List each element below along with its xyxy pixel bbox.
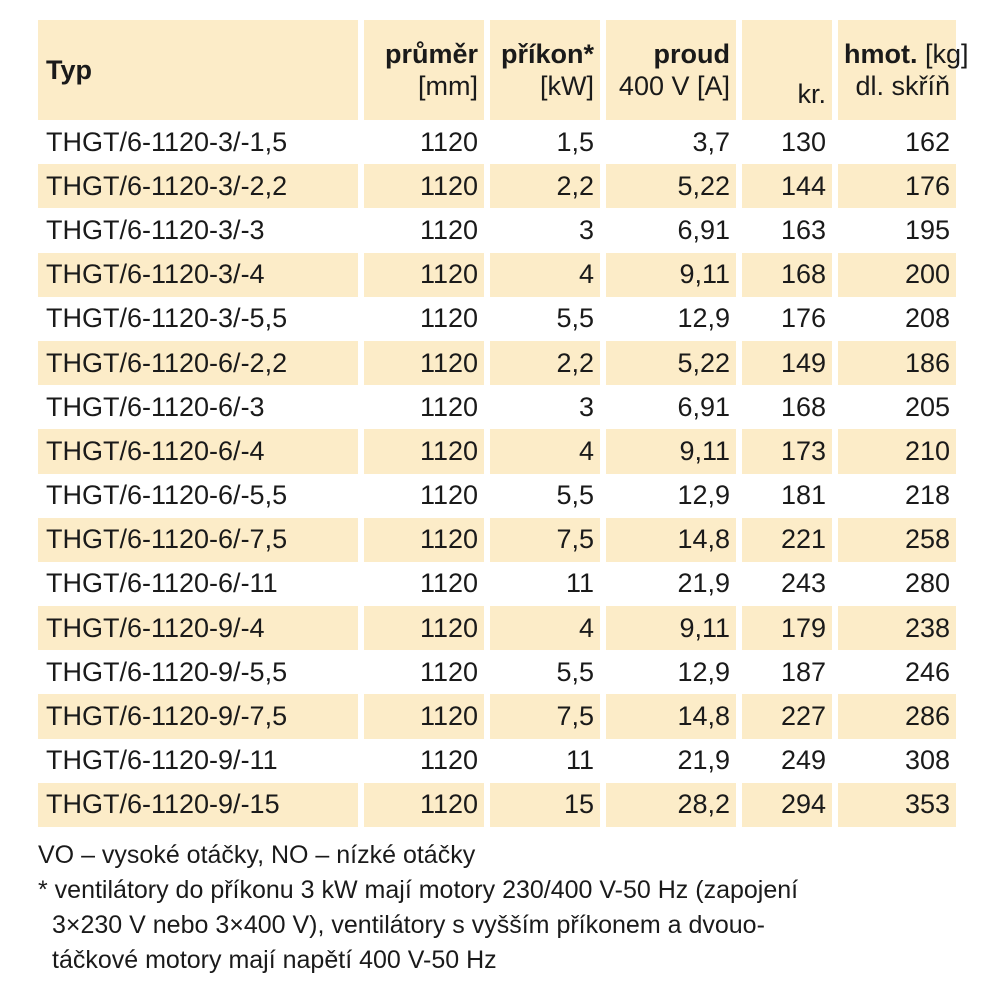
cell-prumer: 1120: [419, 126, 478, 157]
header-hmot: [838, 20, 969, 120]
cell-proud: 28,2: [606, 783, 736, 827]
cell-prumer: 1120: [364, 253, 484, 297]
table-row: [38, 606, 956, 650]
cell-dl: 353: [838, 783, 956, 827]
cell-kr: 168: [742, 253, 832, 297]
table-row: [38, 783, 956, 827]
cell-proud: 14,8: [606, 694, 736, 738]
cell-dl: 186: [838, 341, 956, 385]
cell-dl: 210: [838, 429, 956, 473]
header-prikon: [490, 20, 600, 120]
cell-dl: 308: [904, 745, 950, 776]
header-prumer: [364, 20, 484, 120]
cell-proud: 5,22: [606, 341, 736, 385]
cell-prumer: 1120: [364, 783, 484, 827]
table-row: [38, 562, 956, 606]
table-row: [38, 208, 956, 252]
cell-dl: 246: [904, 656, 950, 687]
cell-prumer: 1120: [419, 480, 478, 511]
cell-typ: THGT/6-1120-3/-1,5: [46, 126, 288, 157]
cell-kr: 249: [780, 745, 826, 776]
cell-typ: THGT/6-1120-3/-4: [38, 253, 358, 297]
table-row: [38, 341, 956, 385]
cell-proud: 9,11: [606, 253, 736, 297]
cell-typ: THGT/6-1120-3/-3: [46, 214, 265, 245]
footnote-asterisk-cont-1: 3×230 V nebo 3×400 V), ventilátory s vyšším příkonem a dvouo-: [52, 911, 765, 939]
cell-prikon: 7,5: [490, 518, 600, 562]
cell-prikon: 1,5: [556, 126, 594, 157]
cell-typ: THGT/6-1120-9/-7,5: [38, 694, 358, 738]
cell-kr: 187: [780, 656, 826, 687]
cell-typ: THGT/6-1120-3/-2,2: [38, 164, 358, 208]
header-hmot-unit: [kg]: [925, 39, 969, 69]
cell-proud: 9,11: [606, 606, 736, 650]
table-row: [38, 164, 956, 208]
cell-proud: 3,7: [692, 126, 730, 157]
cell-dl: 176: [838, 164, 956, 208]
cell-typ: THGT/6-1120-6/-7,5: [38, 518, 358, 562]
cell-prikon: 2,2: [490, 341, 600, 385]
header-prumer-label: průměr: [384, 39, 478, 69]
header-hmot-label: hmot.: [844, 39, 918, 69]
cell-prikon: 11: [565, 568, 594, 599]
cell-proud: 5,22: [606, 164, 736, 208]
cell-prumer: 1120: [419, 745, 478, 776]
cell-prumer: 1120: [419, 568, 478, 599]
cell-kr: 294: [742, 783, 832, 827]
cell-dl: 205: [904, 391, 950, 422]
cell-typ: THGT/6-1120-3/-5,5: [46, 303, 288, 334]
table-header: [38, 20, 969, 120]
cell-prumer: 1120: [419, 656, 478, 687]
cell-proud: 12,9: [677, 303, 730, 334]
cell-kr: 179: [742, 606, 832, 650]
cell-dl: 162: [904, 126, 950, 157]
table-row: [38, 518, 956, 562]
cell-prikon: 5,5: [556, 303, 594, 334]
cell-prikon: 4: [490, 429, 600, 473]
table-body: [38, 120, 956, 827]
cell-dl: 280: [904, 568, 950, 599]
cell-kr: 144: [742, 164, 832, 208]
cell-kr: 227: [742, 694, 832, 738]
footnotes: [38, 838, 958, 978]
cell-proud: 14,8: [606, 518, 736, 562]
table-row: [38, 253, 956, 297]
cell-prikon: 2,2: [490, 164, 600, 208]
cell-typ: THGT/6-1120-6/-2,2: [38, 341, 358, 385]
cell-typ: THGT/6-1120-6/-3: [46, 391, 265, 422]
cell-prikon: 15: [490, 783, 600, 827]
cell-kr: 176: [780, 303, 826, 334]
cell-kr: 243: [780, 568, 826, 599]
cell-proud: 12,9: [677, 656, 730, 687]
cell-prumer: 1120: [419, 303, 478, 334]
table-row: [38, 297, 956, 341]
header-proud-label: proud: [653, 39, 730, 69]
cell-kr: 181: [780, 480, 826, 511]
cell-prumer: 1120: [364, 429, 484, 473]
cell-proud: 9,11: [606, 429, 736, 473]
cell-kr: 168: [780, 391, 826, 422]
cell-proud: 21,9: [677, 745, 730, 776]
footnote-legend: VO – vysoké otáčky, NO – nízké otáčky: [38, 841, 476, 869]
header-proud: [606, 20, 736, 120]
cell-typ: THGT/6-1120-6/-4: [38, 429, 358, 473]
cell-typ: THGT/6-1120-9/-5,5: [46, 656, 288, 687]
cell-kr: 130: [780, 126, 826, 157]
cell-prumer: 1120: [364, 518, 484, 562]
cell-typ: THGT/6-1120-9/-11: [46, 745, 278, 776]
cell-kr: 221: [742, 518, 832, 562]
cell-prumer: 1120: [364, 606, 484, 650]
cell-prumer: 1120: [364, 694, 484, 738]
cell-prumer: 1120: [419, 391, 478, 422]
cell-typ: THGT/6-1120-9/-15: [38, 783, 358, 827]
cell-prikon: 4: [490, 253, 600, 297]
cell-typ: THGT/6-1120-9/-4: [38, 606, 358, 650]
fan-spec-table: [32, 20, 969, 827]
cell-prikon: 5,5: [556, 656, 594, 687]
footnote-asterisk: * ventilátory do příkonu 3 kW mají motory 230/400 V-50 Hz (zapojení: [38, 876, 799, 904]
table-row: [38, 694, 956, 738]
header-typ: Typ: [38, 20, 358, 120]
header-prumer-unit: [mm]: [418, 71, 478, 101]
cell-dl: 208: [904, 303, 950, 334]
cell-prumer: 1120: [364, 341, 484, 385]
cell-proud: 6,91: [677, 214, 730, 245]
cell-dl: 286: [838, 694, 956, 738]
cell-kr: 173: [742, 429, 832, 473]
cell-proud: 21,9: [677, 568, 730, 599]
cell-typ: THGT/6-1120-6/-11: [46, 568, 278, 599]
table-row: [38, 739, 956, 783]
table-row: [38, 385, 956, 429]
cell-dl: 258: [838, 518, 956, 562]
cell-dl: 238: [838, 606, 956, 650]
table-row: [38, 650, 956, 694]
table-row: [38, 120, 956, 164]
cell-prumer: 1120: [419, 214, 478, 245]
table-row: [38, 429, 956, 473]
cell-prikon: 3: [578, 391, 594, 422]
cell-prikon: 7,5: [490, 694, 600, 738]
cell-prikon: 4: [490, 606, 600, 650]
cell-kr: 149: [742, 341, 832, 385]
header-proud-unit: 400 V [A]: [618, 71, 730, 101]
cell-typ: THGT/6-1120-6/-5,5: [46, 480, 288, 511]
header-dl: dl. skříň: [855, 71, 950, 101]
cell-proud: 12,9: [677, 480, 730, 511]
header-hmot-line: [844, 39, 969, 69]
footnote-asterisk-cont-2: táčkové motory mají napětí 400 V-50 Hz: [52, 946, 497, 974]
table-row: [38, 474, 956, 518]
cell-proud: 6,91: [677, 391, 730, 422]
cell-dl: 218: [904, 480, 950, 511]
cell-dl: 200: [838, 253, 956, 297]
cell-prumer: 1120: [364, 164, 484, 208]
cell-prikon: 3: [578, 214, 594, 245]
cell-prikon: 11: [565, 745, 594, 776]
cell-dl: 195: [904, 214, 950, 245]
cell-prikon: 5,5: [556, 480, 594, 511]
header-prikon-label: příkon*: [500, 39, 594, 69]
header-prikon-unit: [kW]: [540, 71, 594, 101]
header-kr: kr.: [742, 20, 832, 120]
cell-kr: 163: [780, 214, 826, 245]
